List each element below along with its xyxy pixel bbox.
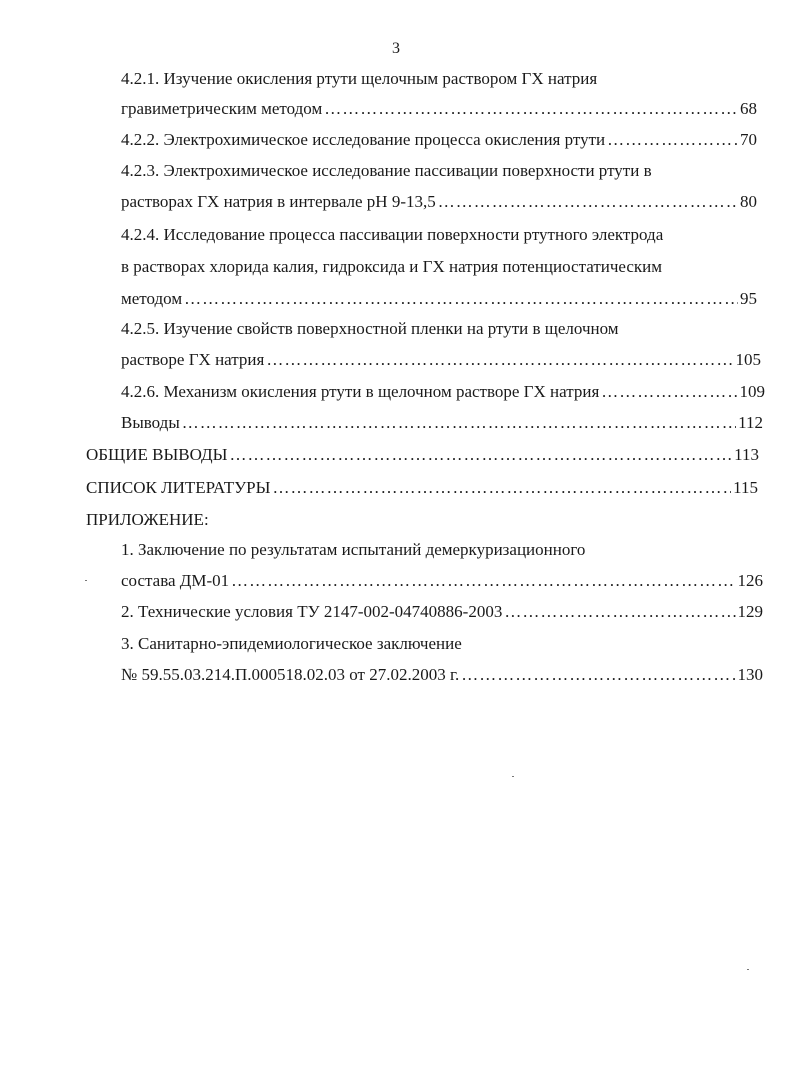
toc-entry-4-2-1-page: 68 [740,99,757,118]
toc-entry-general-conclusions-page: 113 [734,445,759,464]
dot-leader [184,288,738,310]
toc-entry-references-title: СПИСОК ЛИТЕРАТУРЫ [86,478,271,497]
toc-appendix-heading: ПРИЛОЖЕНИЕ: [86,510,209,529]
toc-appendix-1 [121,570,763,592]
dot-leader [231,570,735,592]
dot-leader [607,129,738,151]
toc-entry-4-2-2-title: 4.2.2. Электрохимическое исследование процесса окисления ртути [121,130,606,149]
toc-entry-4-2-5-title-cont: растворе ГХ натрия [121,350,265,369]
toc-appendix-3 [121,664,763,686]
toc-entry-4-2-1-title: 4.2.1. Изучение окисления ртути щелочным раствором ГХ натрия [121,69,598,88]
dot-leader [272,477,731,499]
toc-entry-4-2-4-page: 95 [740,289,757,308]
toc-entry-4-2-4-title: 4.2.4. Исследование процесса пассивации поверхности ртутного электрода [121,225,664,244]
toc-entry-general-conclusions [86,444,759,466]
toc-entry-general-conclusions-title: ОБЩИЕ ВЫВОДЫ [86,445,228,464]
toc-entry-references-page: 115 [733,478,758,497]
dot-leader [601,381,737,403]
toc-entry-4-2-1 [121,98,757,120]
dot-leader [266,349,733,371]
toc-appendix-2-title: 2. Технические условия ТУ 2147-002-04740886-2003 [121,602,503,621]
toc-appendix-3-page: 130 [737,665,763,684]
page-number: 3 [392,40,400,57]
toc-entry-4-2-3-title-cont: растворах ГХ натрия в интервале рН 9-13,5 [121,192,436,211]
dot-leader [182,412,736,434]
dot-leader [504,601,735,623]
toc-entry-references [86,477,758,499]
toc-entry-4-2-4 [121,288,757,310]
scan-speck [85,580,87,581]
scan-speck [512,776,514,777]
toc-entry-4-2-1-title-cont: гравиметрическим методом [121,99,323,118]
toc-appendix-3-title: 3. Санитарно-эпидемиологическое заключение [121,634,462,653]
toc-entry-conclusions-page: 112 [738,413,763,432]
toc-appendix-2 [121,601,763,623]
toc-entry-conclusions-title: Выводы [121,413,180,432]
toc-entry-4-2-3 [121,191,757,213]
dot-leader [461,664,735,686]
toc-entry-conclusions [121,412,763,434]
toc-entry-4-2-4-title-cont: в растворах хлорида калия, гидроксида и ГХ натрия потенциостатическим [121,257,663,276]
toc-entry-4-2-2-page: 70 [740,130,757,149]
toc-appendix-1-title-cont: состава ДМ-01 [121,571,230,590]
toc-entry-4-2-2 [121,129,757,151]
dot-leader [229,444,732,466]
toc-entry-4-2-3-page: 80 [740,192,757,211]
toc-appendix-1-title: 1. Заключение по результатам испытаний демеркуризационного [121,540,586,559]
scan-speck [747,969,749,970]
toc-entry-4-2-4-title-end: методом [121,289,183,308]
toc-appendix-3-title-cont: № 59.55.03.214.П.000518.02.03 от 27.02.2003 г. [121,665,460,684]
toc-entry-4-2-6 [121,381,765,403]
toc-entry-4-2-5 [121,349,761,371]
toc-entry-4-2-6-title: 4.2.6. Механизм окисления ртути в щелочном растворе ГХ натрия [121,382,600,401]
toc-entry-4-2-3-title: 4.2.3. Электрохимическое исследование пассивации поверхности ртути в [121,161,652,180]
toc-entry-4-2-5-title: 4.2.5. Изучение свойств поверхностной пленки на ртути в щелочном [121,319,619,338]
toc-appendix-1-page: 126 [737,571,763,590]
toc-entry-4-2-5-page: 105 [735,350,761,369]
toc-appendix-2-page: 129 [737,602,763,621]
dot-leader [438,191,738,213]
toc-entry-4-2-6-page: 109 [739,382,765,401]
dot-leader [324,98,738,120]
